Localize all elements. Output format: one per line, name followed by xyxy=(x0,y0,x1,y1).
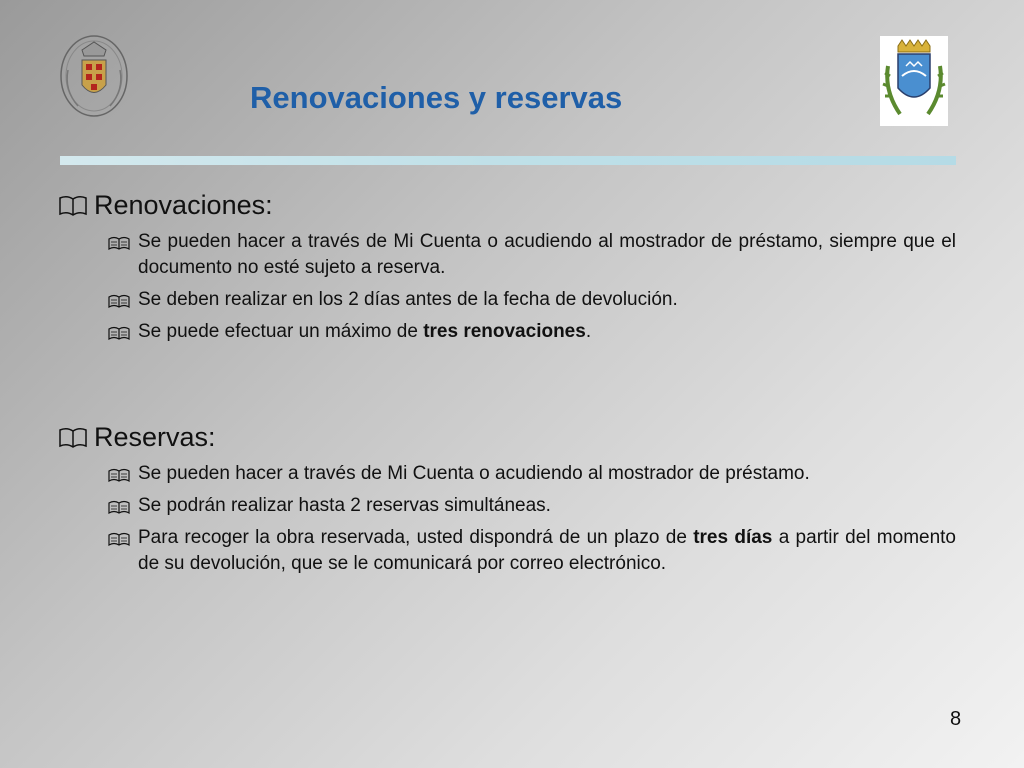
section-heading-label: Reservas: xyxy=(94,422,216,452)
item-text-tail: . xyxy=(585,321,592,342)
section-renovaciones xyxy=(58,190,958,351)
list-item xyxy=(58,229,958,281)
item-text-tail: a partir del momento de su devolución, que se le comunicará por correo electrónico. xyxy=(138,527,957,574)
item-text: Se pueden hacer a través de Mi Cuenta o acudiendo al mostrador de préstamo. xyxy=(138,463,810,484)
list-item xyxy=(58,319,958,345)
bullet-list xyxy=(58,461,958,577)
item-text: Se podrán realizar hasta 2 reservas simultáneas. xyxy=(138,495,551,516)
list-item xyxy=(58,493,958,519)
item-text: Se pueden hacer a través de Mi Cuenta o acudiendo al mostrador de préstamo, siempre que el documento no esté sujeto a reserva. xyxy=(138,231,956,278)
faculty-coat-of-arms-logo xyxy=(880,36,948,126)
section-heading xyxy=(58,190,958,221)
open-book-icon xyxy=(58,427,88,449)
list-item xyxy=(58,525,958,577)
list-item xyxy=(58,287,958,313)
item-text: Para recoger la obra reservada, usted dispondrá de un plazo de xyxy=(138,527,694,548)
item-text: Se deben realizar en los 2 días antes de la fecha de devolución. xyxy=(138,289,678,310)
open-book-bullet-icon xyxy=(108,500,130,514)
item-emphasis: tres renovaciones xyxy=(423,321,586,342)
item-text: Se puede efectuar un máximo de xyxy=(138,321,424,342)
section-heading-label: Renovaciones: xyxy=(94,190,273,220)
section-heading xyxy=(58,422,958,453)
open-book-bullet-icon xyxy=(108,294,130,308)
page-number: 8 xyxy=(950,708,962,730)
open-book-bullet-icon xyxy=(108,236,130,250)
list-item xyxy=(58,461,958,487)
item-emphasis: tres días xyxy=(693,527,773,548)
slide-title: Renovaciones y reservas xyxy=(250,80,623,115)
section-reservas xyxy=(58,422,958,583)
open-book-bullet-icon xyxy=(108,326,130,340)
open-book-icon xyxy=(58,195,88,217)
open-book-bullet-icon xyxy=(108,532,130,546)
title-underline-bar xyxy=(60,156,956,165)
bullet-list xyxy=(58,229,958,345)
open-book-bullet-icon xyxy=(108,468,130,482)
university-seal-logo xyxy=(58,30,130,120)
